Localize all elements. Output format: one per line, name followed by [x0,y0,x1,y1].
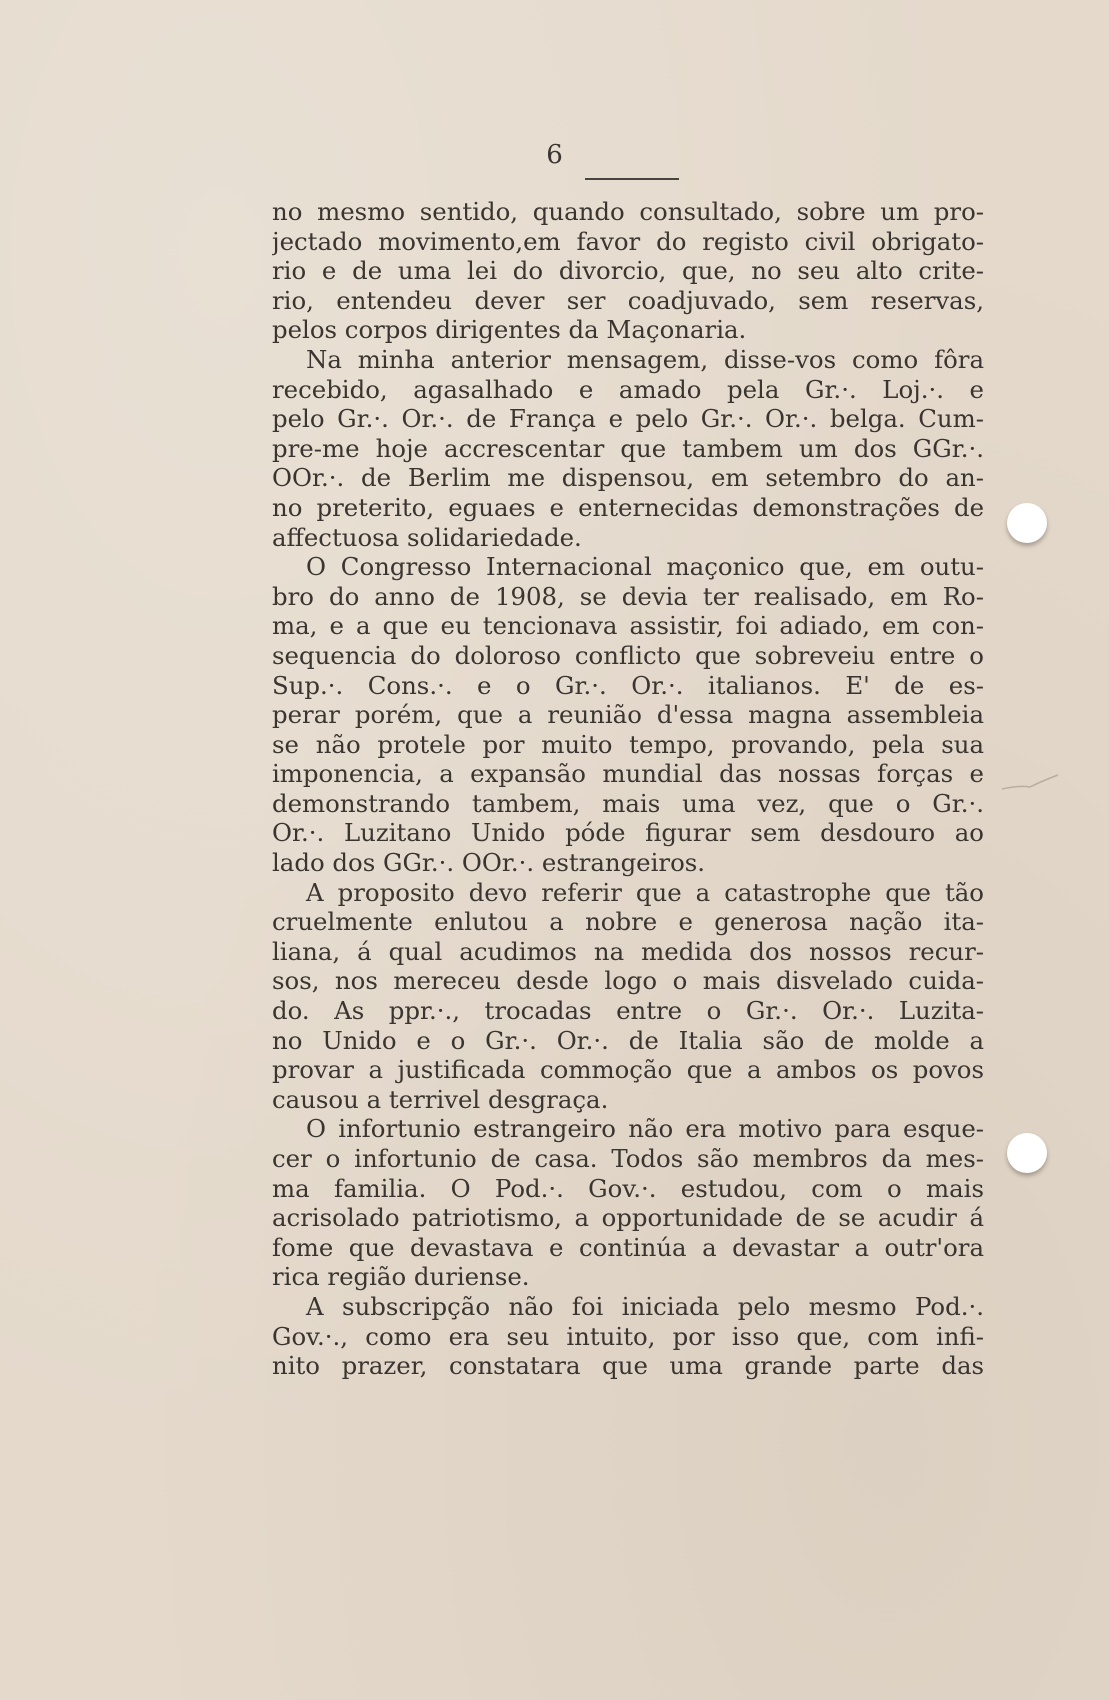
text-line: cruelmente enlutou a nobre e generosa nação ita- [272,907,984,937]
binding-hole-bottom [1007,1133,1047,1173]
text-line: se não protele por muito tempo, provando, pela sua [272,729,984,759]
text-line: pre-me hoje accrescentar que tambem um dos GGr.·. [272,433,984,463]
text-line: O infortunio estrangeiro não era motivo para esque- [306,1114,984,1144]
text-line: ma familia. O Pod.·. Gov.·. estudou, com o mais [272,1173,984,1203]
text-line: O Congresso Internacional maçonico que, em outu- [306,552,984,582]
text-line: Na minha anterior mensagem, disse-vos como fôra [306,344,984,374]
text-line: imponencia, a expansão mundial das nossas forças e [272,759,984,789]
text-line: nito prazer, constatara que uma grande parte das [272,1351,984,1381]
text-line: Gov.·., como era seu intuito, por isso que, com infi- [272,1321,984,1351]
page-number-rule [585,178,679,180]
binding-hole-top [1007,503,1047,543]
binding-thread-mark [1000,773,1060,793]
text-line: A proposito devo referir que a catastrophe que tão [306,877,984,907]
text-line: provar a justificada commoção que a ambos os povos [272,1055,984,1085]
text-line: no mesmo sentido, quando consultado, sobre um pro- [272,197,984,226]
text-line: do. As ppr.·., trocadas entre o Gr.·. Or.·. Luzita- [272,996,984,1026]
text-line: bro do anno de 1908, se devia ter realisado, em Ro- [272,581,984,611]
text-line: OOr.·. de Berlim me dispensou, em setembro do an- [272,463,984,493]
text-line: rio, entendeu dever ser coadjuvado, sem reservas, [272,285,984,315]
text-line: sos, nos mereceu desde logo o mais disvelado cuida- [272,966,984,996]
text-line: no preterito, eguaes e enternecidas demonstrações de [272,492,984,522]
page-number: 6 [546,140,563,170]
text-line: rica região duriense. [272,1262,530,1292]
text-line: cer o infortunio de casa. Todos são membros da mes- [272,1144,984,1173]
text-line: fome que devastava e continúa a devastar a outr'ora [272,1232,984,1262]
text-line: pelos corpos dirigentes da Maçonaria. [272,315,747,345]
text-line: Sup.·. Cons.·. e o Gr.·. Or.·. italianos. E' de es- [272,670,984,700]
text-line: no Unido e o Gr.·. Or.·. de Italia são de molde a [272,1025,984,1055]
text-line: pelo Gr.·. Or.·. de França e pelo Gr.·. Or.·. belga. Cum- [272,404,984,434]
text-line: demonstrando tambem, mais uma vez, que o Gr.·. [272,788,984,818]
text-line: acrisolado patriotismo, a opportunidade de se acudir á [272,1203,984,1233]
text-line: lado dos GGr.·. OOr.·. estrangeiros. [272,848,706,878]
text-line: causou a terrivel desgraça. [272,1084,609,1114]
text-line: liana, á qual acudimos na medida dos nossos recur- [272,936,984,966]
text-line: perar porém, que a reunião d'essa magna assembleia [272,700,984,730]
text-line: sequencia do doloroso conflicto que sobreveiu entre o [272,640,984,670]
text-line: rio e de uma lei do divorcio, que, no seu alto crite- [272,256,984,286]
text-line: affectuosa solidariedade. [272,522,582,552]
text-line: jectado movimento,em favor do registo civil obrigato- [272,226,984,256]
body-text [272,197,984,1381]
text-line: A subscripção não foi iniciada pelo mesmo Pod.·. [306,1291,984,1321]
text-line: ma, e a que eu tencionava assistir, foi adiado, em con- [272,611,984,641]
text-line: recebido, agasalhado e amado pela Gr.·. Loj.·. e [272,374,984,404]
text-line: Or.·. Luzitano Unido póde figurar sem desdouro ao [272,818,984,848]
